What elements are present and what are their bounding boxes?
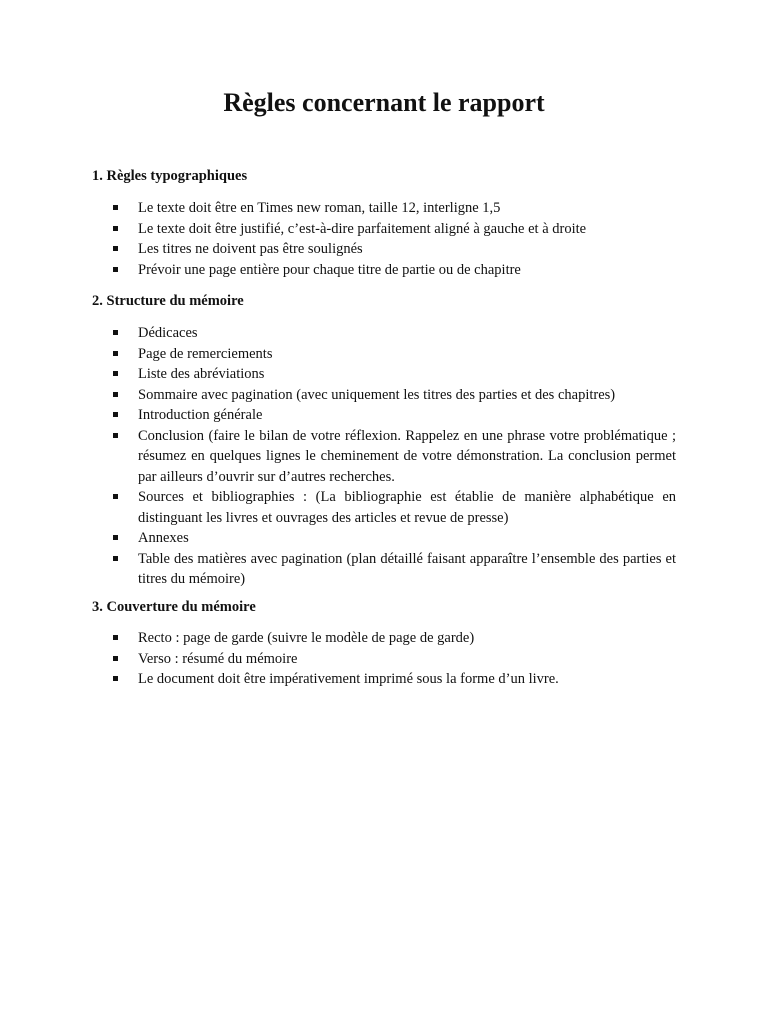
list-item-text: Sources et bibliographies : (La bibliographie est établie de manière alphabétique en distinguant les livres et ouvrages des articles et revue de presse) <box>138 489 676 526</box>
square-bullet-icon <box>113 392 118 397</box>
list-item <box>92 405 676 426</box>
square-bullet-icon <box>113 351 118 356</box>
list-item <box>92 628 676 649</box>
square-bullet-icon <box>113 205 118 210</box>
list-item <box>92 219 676 240</box>
list-item <box>92 364 676 385</box>
list-item <box>92 239 676 260</box>
list-item <box>92 528 676 549</box>
section-heading-couverture: 3. Couverture du mémoire <box>92 599 256 615</box>
square-bullet-icon <box>113 433 118 438</box>
list-item-text: Le texte doit être en Times new roman, taille 12, interligne 1,5 <box>138 200 501 216</box>
list-item-text: Dédicaces <box>138 325 198 341</box>
list-item-text: Introduction générale <box>138 407 263 423</box>
list-item <box>92 323 676 344</box>
square-bullet-icon <box>113 246 118 251</box>
list-item <box>92 385 676 406</box>
list-item-text: Sommaire avec pagination (avec uniquement les titres des parties et des chapitres) <box>138 386 616 403</box>
list-item <box>92 198 676 219</box>
bullet-list-structure <box>92 323 676 590</box>
list-item-text: Annexes <box>138 530 189 546</box>
square-bullet-icon <box>113 556 118 561</box>
square-bullet-icon <box>113 330 118 335</box>
list-item-text: Les titres ne doivent pas être soulignés <box>138 241 363 257</box>
bullet-list-typographie <box>92 198 676 280</box>
square-bullet-icon <box>113 267 118 272</box>
square-bullet-icon <box>113 635 118 640</box>
list-item-text: Le document doit être impérativement imprimé sous la forme d’un livre. <box>138 671 559 687</box>
square-bullet-icon <box>113 226 118 231</box>
list-item <box>92 487 676 528</box>
square-bullet-icon <box>113 494 118 499</box>
list-item <box>92 344 676 365</box>
list-item-text: Liste des abréviations <box>138 366 265 382</box>
list-item <box>92 669 676 690</box>
square-bullet-icon <box>113 535 118 540</box>
list-item-text: Page de remerciements <box>138 345 273 362</box>
list-item-text: Verso : résumé du mémoire <box>138 650 298 667</box>
list-item <box>92 549 676 590</box>
list-item-text: Conclusion (faire le bilan de votre réflexion. Rappelez en une phrase votre problématique ; résumez en quelques lignes le cheminement de votre démonstration. La conclusion permet par ailleurs d’ouvrir sur d’autres recherches. <box>138 427 676 485</box>
bullet-list-couverture <box>92 628 676 690</box>
list-item-text: Recto : page de garde (suivre le modèle de page de garde) <box>138 630 475 646</box>
list-item <box>92 649 676 670</box>
list-item <box>92 260 676 281</box>
list-item <box>92 426 676 488</box>
square-bullet-icon <box>113 656 118 661</box>
list-item-text: Le texte doit être justifié, c’est-à-dire parfaitement aligné à gauche et à droite <box>138 220 587 237</box>
section-heading-structure: 2. Structure du mémoire <box>92 293 244 309</box>
page-title: Règles concernant le rapport <box>223 88 545 117</box>
section-heading-typographie: 1. Règles typographiques <box>92 168 248 184</box>
list-item-text: Table des matières avec pagination (plan détaillé faisant apparaître l’ensemble des parties et titres du mémoire) <box>138 550 676 587</box>
square-bullet-icon <box>113 371 118 376</box>
square-bullet-icon <box>113 676 118 681</box>
list-item-text: Prévoir une page entière pour chaque titre de partie ou de chapitre <box>138 261 521 278</box>
square-bullet-icon <box>113 412 118 417</box>
